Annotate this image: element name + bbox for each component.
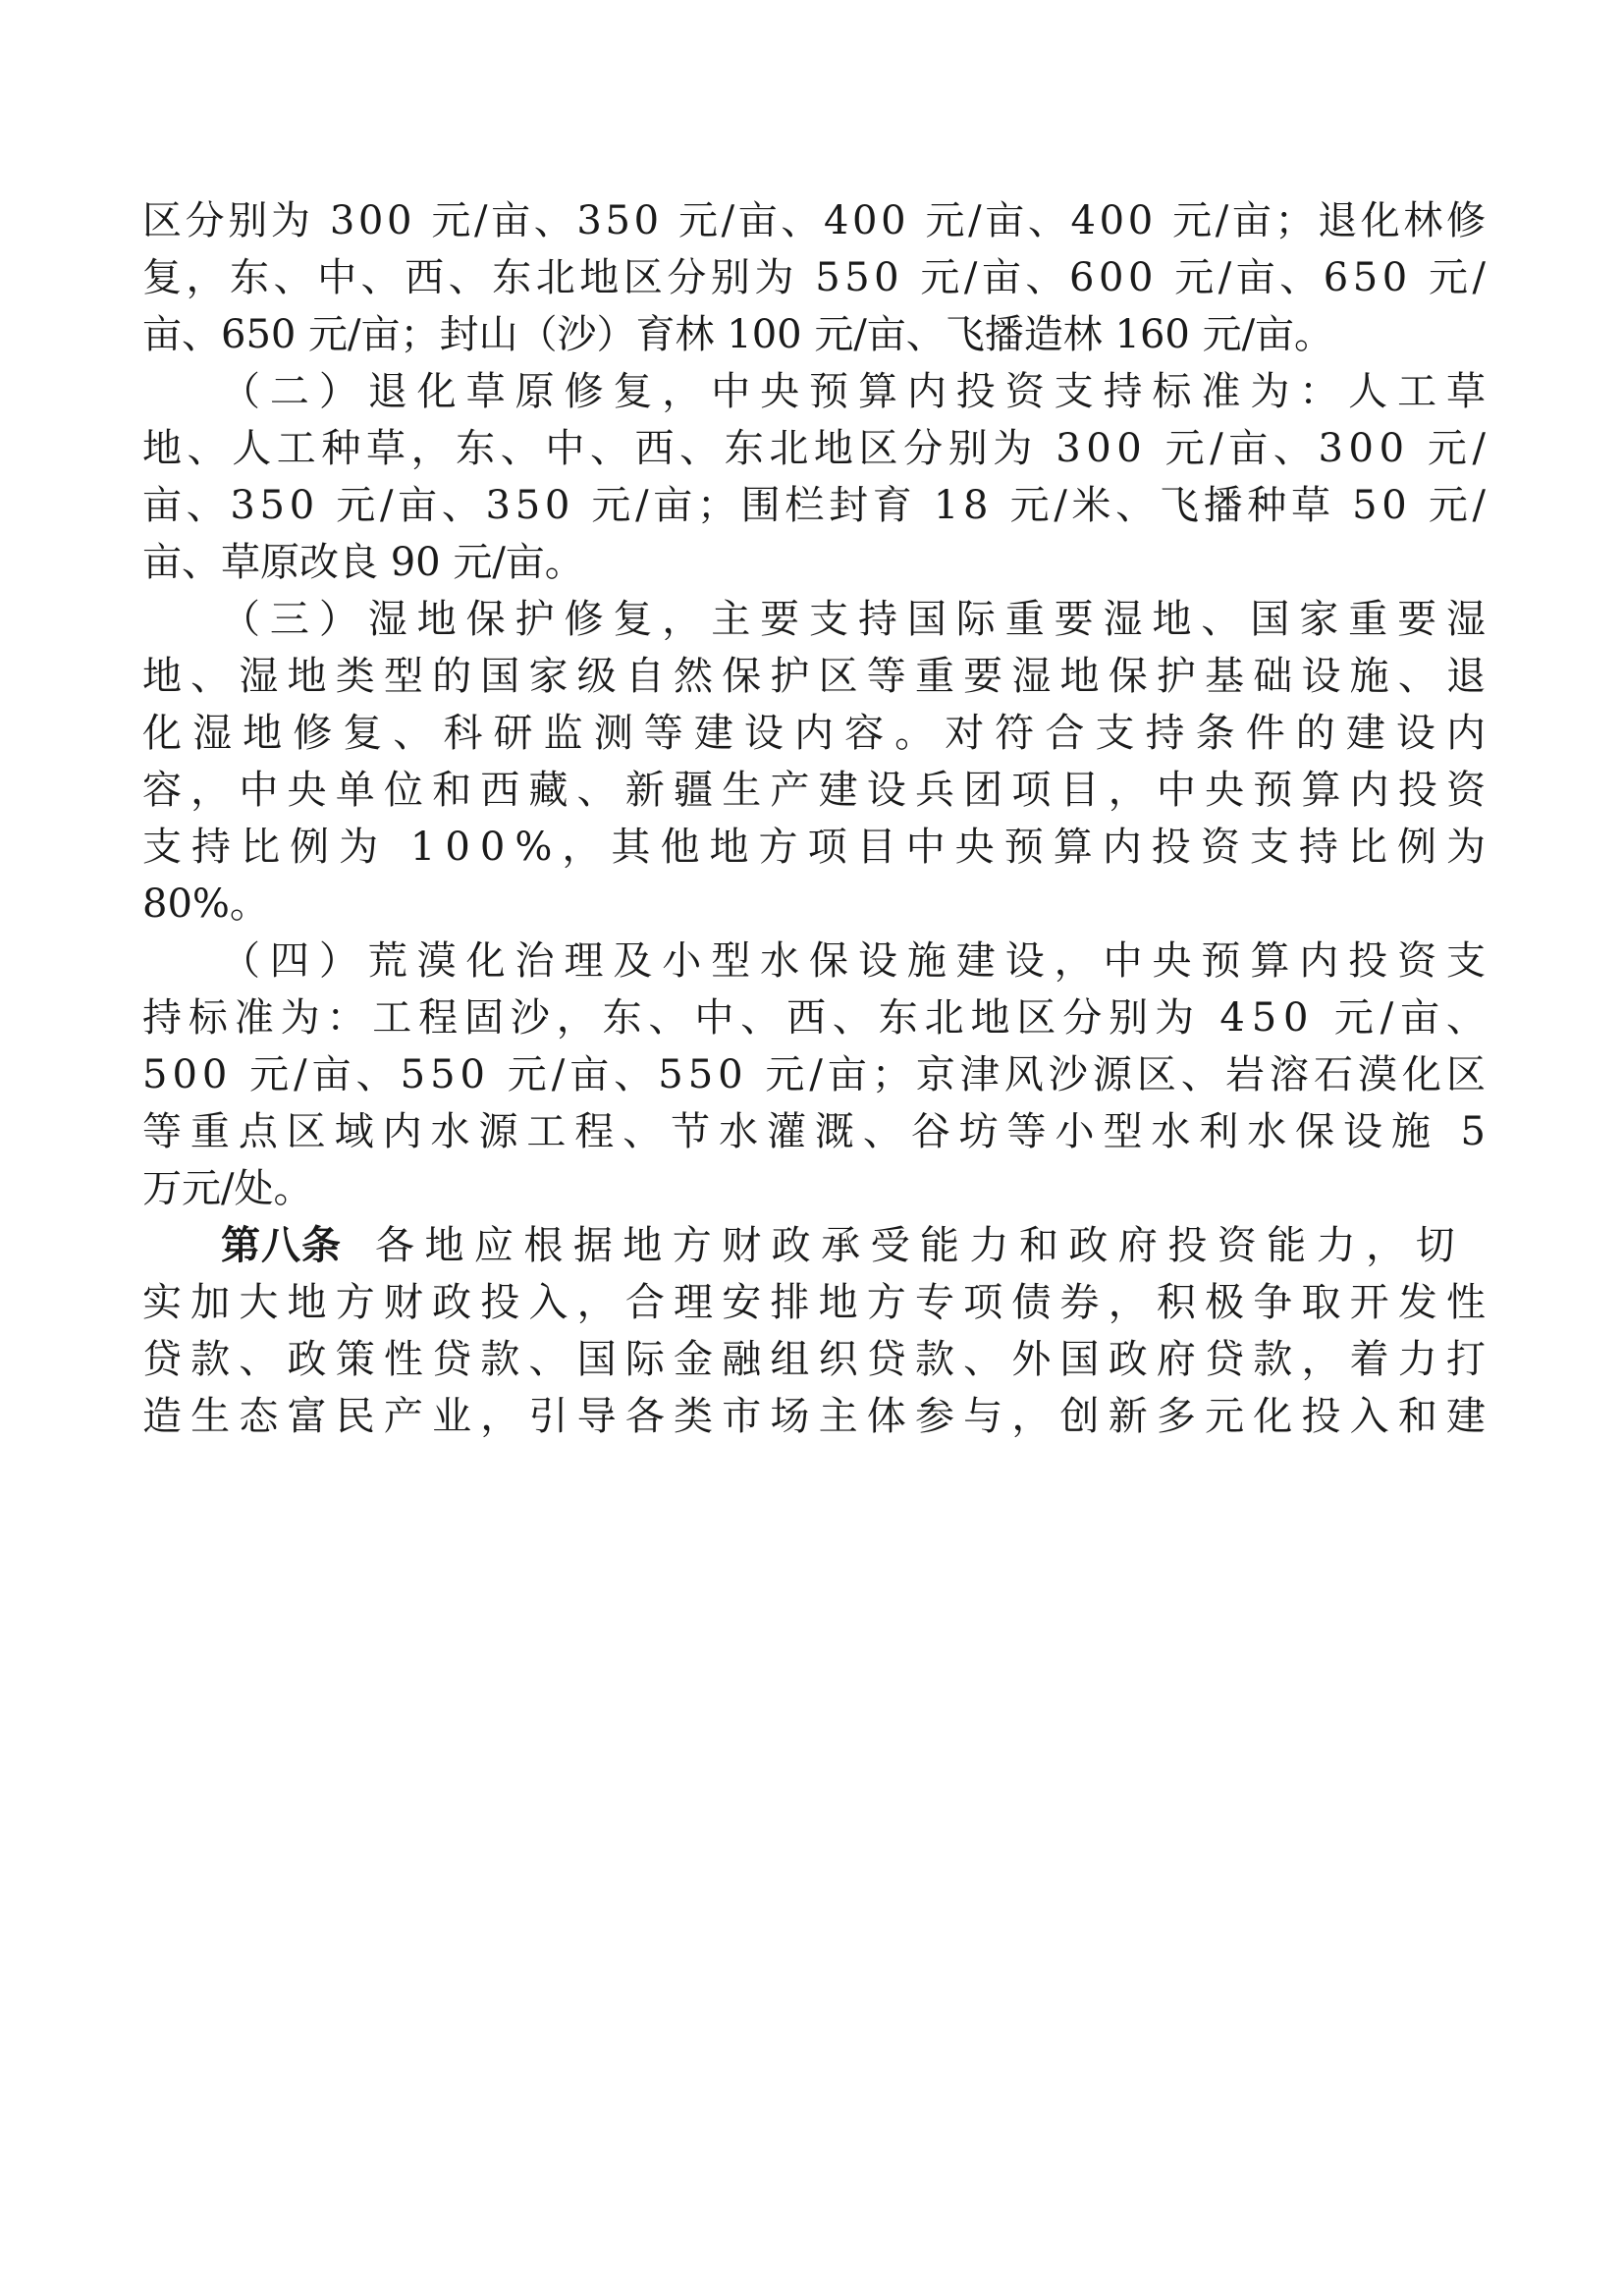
text-line [142, 1103, 1494, 1160]
text-line [142, 591, 1495, 648]
article-number-wrapper [221, 1217, 1465, 1274]
line-text: 500 元/亩、550 元/亩、550 元/亩；京津风沙源区、岩溶石漠化区 [142, 1052, 1491, 1097]
text-line [142, 1331, 1495, 1388]
line-text: 万元/处。 [142, 1166, 313, 1211]
line-text: 亩、650 元/亩；封山（沙）育林 100 元/亩、飞播造林 160 元/亩。 [142, 312, 1334, 357]
text-line [142, 306, 1486, 363]
line-text: 化湿地修复、科研监测等建设内容。对符合支持条件的建设内 [142, 711, 1497, 756]
text-line [142, 1160, 1486, 1217]
text-line [142, 648, 1495, 705]
paragraph-item-2-grassland [142, 363, 1495, 591]
paragraph-item-4-desertification [142, 933, 1495, 1217]
text-line [142, 420, 1491, 477]
line-text: 等重点区域内水源工程、节水灌溉、谷坊等小型水利水保设施 5 [142, 1109, 1494, 1154]
text-line [142, 192, 1489, 249]
text-line [142, 876, 1486, 933]
text-line [142, 989, 1492, 1046]
line-text: 各地应根据地方财政承受能力和政府投资能力，切 [375, 1223, 1466, 1268]
text-line-with-article-number [142, 1217, 1486, 1274]
text-line [142, 762, 1495, 819]
paragraph-article-8 [142, 1217, 1495, 1445]
line-text: 实加大地方财政投入，合理安排地方专项债券，积极争取开发性 [142, 1280, 1495, 1325]
line-text: 支持比例为 100%，其他地方项目中央预算内投资支持比例为 [142, 825, 1496, 870]
text-line [142, 477, 1490, 534]
text-line [142, 819, 1496, 876]
article-number: 第八条 [221, 1222, 342, 1268]
line-text: 持标准为：工程固沙，东、中、西、东北地区分别为 450 元/亩、 [142, 995, 1492, 1041]
text-line [142, 705, 1497, 762]
text-line [142, 249, 1490, 306]
text-line [142, 1274, 1495, 1331]
line-text: 容，中央单位和西藏、新疆生产建设兵团项目，中央预算内投资 [142, 768, 1495, 813]
paragraph-continued-forest [142, 192, 1490, 363]
line-text: 区分别为 300 元/亩、350 元/亩、400 元/亩、400 元/亩；退化林修 [142, 198, 1489, 243]
line-text: 亩、350 元/亩、350 元/亩；围栏封育 18 元/米、飞播种草 50 元/ [142, 483, 1490, 528]
text-line [142, 534, 1486, 591]
line-text: 亩、草原改良 90 元/亩。 [142, 540, 584, 585]
line-text: （三）湿地保护修复，主要支持国际重要湿地、国家重要湿 [221, 597, 1495, 642]
line-text: 80%。 [142, 881, 269, 927]
paragraph-item-3-wetland [142, 591, 1497, 933]
line-text: 复，东、中、西、东北地区分别为 550 元/亩、600 元/亩、650 元/ [142, 255, 1490, 300]
document-body [142, 192, 1497, 1445]
line-text: 地、湿地类型的国家级自然保护区等重要湿地保护基础设施、退 [142, 654, 1495, 699]
text-line [142, 363, 1495, 420]
line-text: （四）荒漠化治理及小型水保设施建设，中央预算内投资支 [221, 938, 1495, 984]
text-line [142, 933, 1495, 989]
line-text: （二）退化草原修复，中央预算内投资支持标准为：人工草 [221, 369, 1495, 414]
line-text: 地、人工种草，东、中、西、东北地区分别为 300 元/亩、300 元/ [142, 426, 1491, 471]
line-text: 造生态富民产业，引导各类市场主体参与，创新多元化投入和建 [142, 1394, 1495, 1439]
text-line [142, 1046, 1491, 1103]
text-line [142, 1388, 1495, 1445]
line-text: 贷款、政策性贷款、国际金融组织贷款、外国政府贷款，着力打 [142, 1337, 1495, 1382]
